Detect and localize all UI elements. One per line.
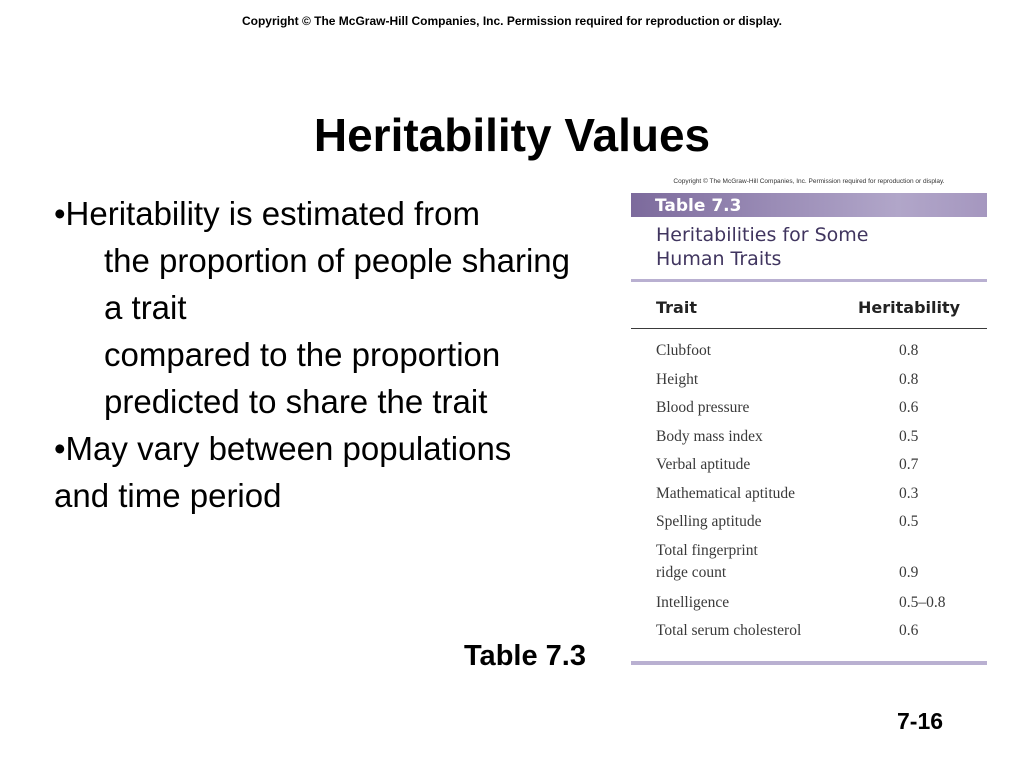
heritability-cell: 0.5 bbox=[899, 428, 919, 445]
bullet-line: compared to the proportion bbox=[104, 336, 501, 373]
trait-cell: Blood pressure bbox=[656, 399, 750, 416]
table-label: Table 7.3 bbox=[655, 196, 742, 216]
table-row bbox=[631, 592, 987, 614]
table-top-rule bbox=[631, 279, 987, 282]
trait-cell: Mathematical aptitude bbox=[656, 485, 796, 502]
heritability-cell: 0.5 bbox=[899, 513, 919, 530]
bullet-line: a trait bbox=[104, 289, 187, 326]
table-row bbox=[631, 540, 987, 584]
column-header-heritability: Heritability bbox=[858, 298, 961, 317]
column-header-trait: Trait bbox=[656, 298, 697, 317]
bullet-line: •May vary between populations bbox=[54, 430, 512, 467]
table-row bbox=[631, 340, 987, 362]
table-heading-line: Human Traits bbox=[656, 248, 782, 270]
bullet-list bbox=[54, 190, 632, 530]
trait-cell: Total fingerprint ridge count bbox=[656, 542, 758, 581]
bullet-line: predicted to share the trait bbox=[104, 383, 488, 420]
table-caption: Table 7.3 bbox=[464, 640, 586, 672]
table-heading bbox=[656, 223, 976, 271]
table-row bbox=[631, 511, 987, 533]
copyright-notice: Copyright © The McGraw-Hill Companies, Inc. Permission required for reproduction or display. bbox=[241, 14, 783, 28]
table-row bbox=[631, 620, 987, 642]
heritability-cell: 0.8 bbox=[899, 342, 919, 359]
trait-cell: Clubfoot bbox=[656, 342, 712, 359]
bullet-line: the proportion of people sharing bbox=[104, 242, 570, 279]
table-row bbox=[631, 397, 987, 419]
heritability-cell: 0.9 bbox=[899, 564, 919, 581]
slide-title: Heritability Values bbox=[313, 109, 711, 161]
table-copyright: Copyright © The McGraw-Hill Companies, Inc. Permission required for reproduction or display. bbox=[673, 178, 945, 185]
bullet-line: •Heritability is estimated from bbox=[54, 195, 481, 232]
table-row bbox=[631, 426, 987, 448]
table-bottom-rule bbox=[631, 661, 987, 665]
trait-cell: Intelligence bbox=[656, 594, 730, 611]
heritability-cell: 0.7 bbox=[899, 456, 919, 473]
trait-cell: Height bbox=[656, 371, 699, 388]
trait-cell: Spelling aptitude bbox=[656, 513, 762, 530]
bullet-line: and time period bbox=[54, 477, 282, 514]
heritability-cell: 0.6 bbox=[899, 622, 919, 639]
table-heading-line: Heritabilities for Some bbox=[656, 224, 869, 246]
heritability-cell: 0.3 bbox=[899, 485, 919, 502]
slide-number: 7-16 bbox=[897, 708, 944, 734]
table-figure bbox=[631, 174, 987, 666]
trait-cell: Verbal aptitude bbox=[656, 456, 751, 473]
heritability-cell: 0.8 bbox=[899, 371, 919, 388]
table-header-rule bbox=[631, 328, 987, 329]
trait-cell: Total serum cholesterol bbox=[656, 622, 802, 639]
heritability-cell: 0.5–0.8 bbox=[899, 594, 946, 611]
trait-cell: Body mass index bbox=[656, 428, 763, 445]
table-row bbox=[631, 483, 987, 505]
table-row bbox=[631, 369, 987, 391]
heritability-cell: 0.6 bbox=[899, 399, 919, 416]
table-row bbox=[631, 454, 987, 476]
table-label-bar bbox=[631, 193, 987, 217]
